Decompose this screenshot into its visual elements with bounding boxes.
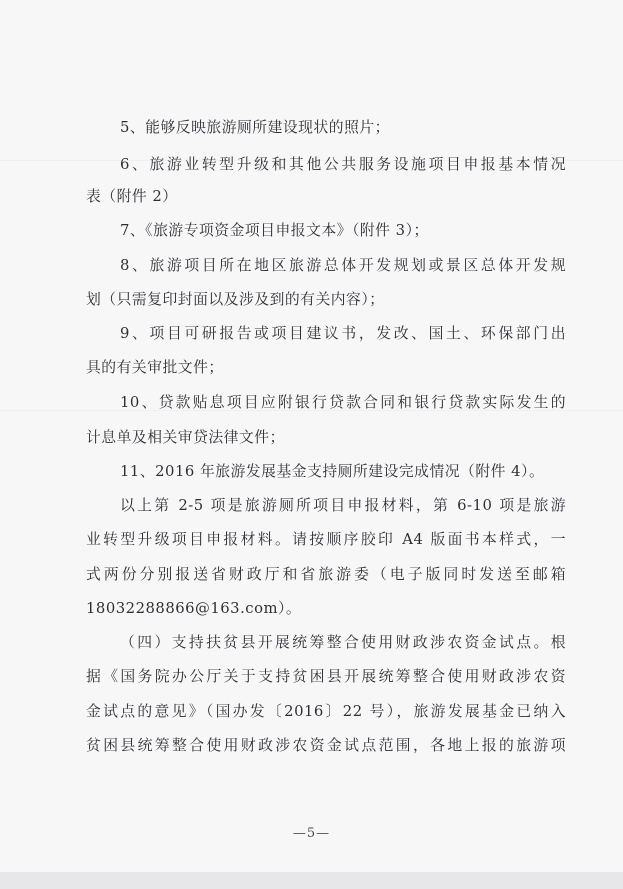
text-line: 以上第 2-5 项是旅游厕所项目申报材料，第 6-10 项是旅游 (120, 497, 566, 514)
text-line: 6、旅游业转型升级和其他公共服务设施项目申报基本情况 (120, 156, 566, 173)
page-number: —5— (292, 826, 331, 841)
text-line: 式两份分别报送省财政厅和省旅游委（电子版同时发送至邮箱 (86, 566, 566, 583)
text-line: 9、项目可研报告或项目建议书，发改、国土、环保部门出 (120, 325, 566, 342)
text-line: 业转型升级项目申报材料。请按顺序胶印 A4 版面书本样式，一 (86, 531, 566, 548)
text-line: 贫困县统筹整合使用财政涉农资金试点范围，各地上报的旅游项 (86, 737, 566, 754)
text-line: 11、2016 年旅游发展基金支持厕所建设完成情况（附件 4）。 (120, 463, 545, 480)
text-line: 计息单及相关审贷法律文件； (86, 429, 285, 446)
text-line: 金试点的意见》（国办发〔2016〕22 号），旅游发展基金已纳入 (86, 703, 566, 720)
text-line: 表（附件 2） (86, 188, 178, 205)
viewer-bottom-strip (0, 872, 623, 889)
text-line: （四）支持扶贫县开展统筹整合使用财政涉农资金试点。根 (120, 634, 566, 651)
text-line: 具的有关审批文件； (86, 359, 224, 376)
text-line: 8、旅游项目所在地区旅游总体开发规划或景区总体开发规 (120, 257, 566, 274)
text-line: 划（只需复印封面以及涉及到的有关内容）； (86, 291, 385, 308)
text-line: 18032288866@163.com）。 (86, 600, 302, 617)
text-line: 据《国务院办公厅关于支持贫困县开展统筹整合使用财政涉农资 (86, 668, 566, 685)
text-line: 7、《旅游专项资金项目申报文本》（附件 3）； (120, 222, 429, 239)
text-line: 10、贷款贴息项目应附银行贷款合同和银行贷款实际发生的 (120, 394, 566, 411)
text-line: 5、能够反映旅游厕所建设现状的照片； (120, 119, 390, 136)
